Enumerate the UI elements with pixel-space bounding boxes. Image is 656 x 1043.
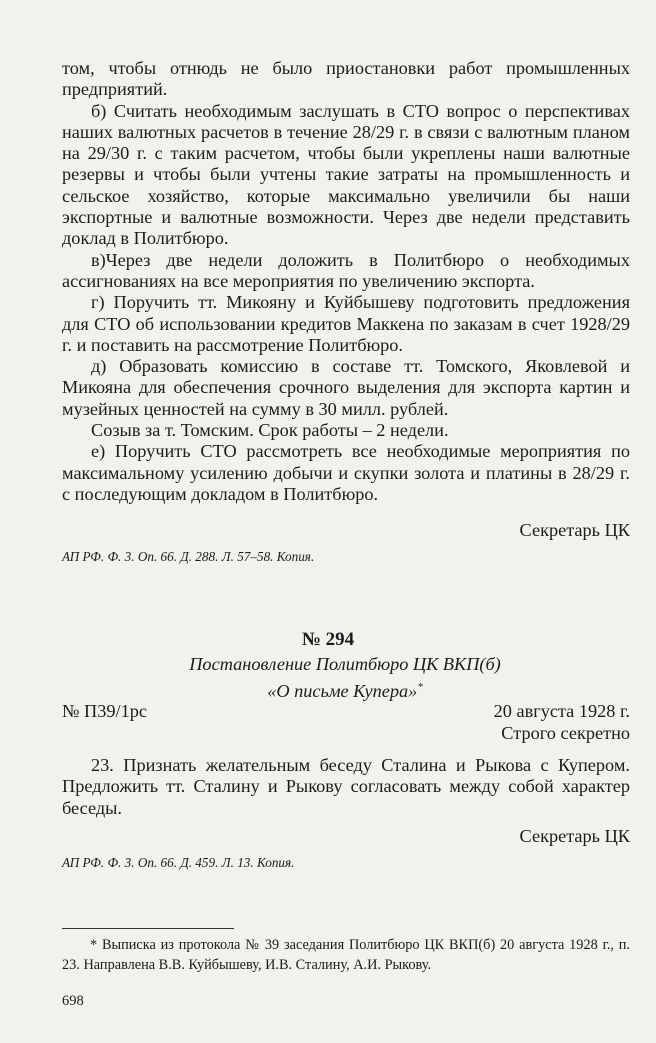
footnote-divider [62,928,234,929]
paragraph-b: б) Считать необходимым заслушать в СТО вопрос о перспективах наших валютных расчетов в течение 28/29 г. в связи с валютным планом на 29/30 г. с таким расчетом, чтобы были укреплены наши валютные резервы и чтобы были учтены такие затраты на промышленность и сельское хозяйство, которые максимально увеличили бы наши экспортные и валютные возможности. Через две недели представить доклад в Политбюро. [62,100,630,249]
signature-1: Секретарь ЦК [519,520,630,540]
paragraph-g: г) Поручить тт. Микояну и Куйбышеву подготовить предложения для СТО об использовании кредитов Маккена по заказам в счет 1928/29 г. и поставить на рассмотрение Политбюро. [62,292,630,355]
protocol-number: № П39/1рс [62,701,147,721]
paragraph-sozyv: Созыв за т. Томским. Срок работы – 2 недели. [91,420,449,441]
resolution-text [62,755,630,819]
footnote [62,936,630,975]
paragraph-d: д) Образовать комиссию в составе тт. Томского, Яковлевой и Микояна для обеспечения срочного выделения для экспорта картин и музейных ценностей на сумму в 30 милл. рублей. [62,356,630,419]
document-title-line2 [0,676,656,702]
paragraph-v: в)Через две недели доложить в Политбюро о необходимых ассигнованиях на все мероприятия по увеличению экспорта. [62,249,630,291]
footnote-mark: * [90,937,98,953]
main-text-block [62,58,630,505]
document-title-line1: Постановление Политбюро ЦК ВКП(б) [189,654,501,674]
document-number: № 294 [301,629,355,650]
page-number: 698 [62,993,84,1009]
paragraph-23: 23. Признать желательным беседу Сталина и Рыкова с Купером. Предложить тт. Сталину и Рыкову согласовать между собой характер беседы. [62,755,630,818]
signature-2: Секретарь ЦК [519,826,630,846]
paragraph-e: е) Поручить СТО рассмотреть все необходимые мероприятия по максимальному усилению добычи и скупки золота и платины в 28/29 г. с последующим докладом в Политбюро. [62,441,630,504]
footnote-text: Выписка из протокола № 39 заседания Политбюро ЦК ВКП(б) 20 августа 1928 г., п. 23. Направлена В.В. Куйбышеву, И.В. Сталину, А.И. Рыкову. [62,937,630,973]
archive-source-1: АП РФ. Ф. 3. Оп. 66. Д. 288. Л. 57–58. Копия. [62,549,315,564]
paragraph-continuation: том, чтобы отнюдь не было приостановки работ промышленных предприятий. [62,58,630,100]
classification-label: Строго секретно [501,723,630,743]
title-text: «О письме Купера» [267,681,418,702]
archive-source-2: АП РФ. Ф. 3. Оп. 66. Д. 459. Л. 13. Копия. [62,855,295,870]
footnote-marker: * [417,681,423,693]
document-date: 20 августа 1928 г. [493,701,630,721]
